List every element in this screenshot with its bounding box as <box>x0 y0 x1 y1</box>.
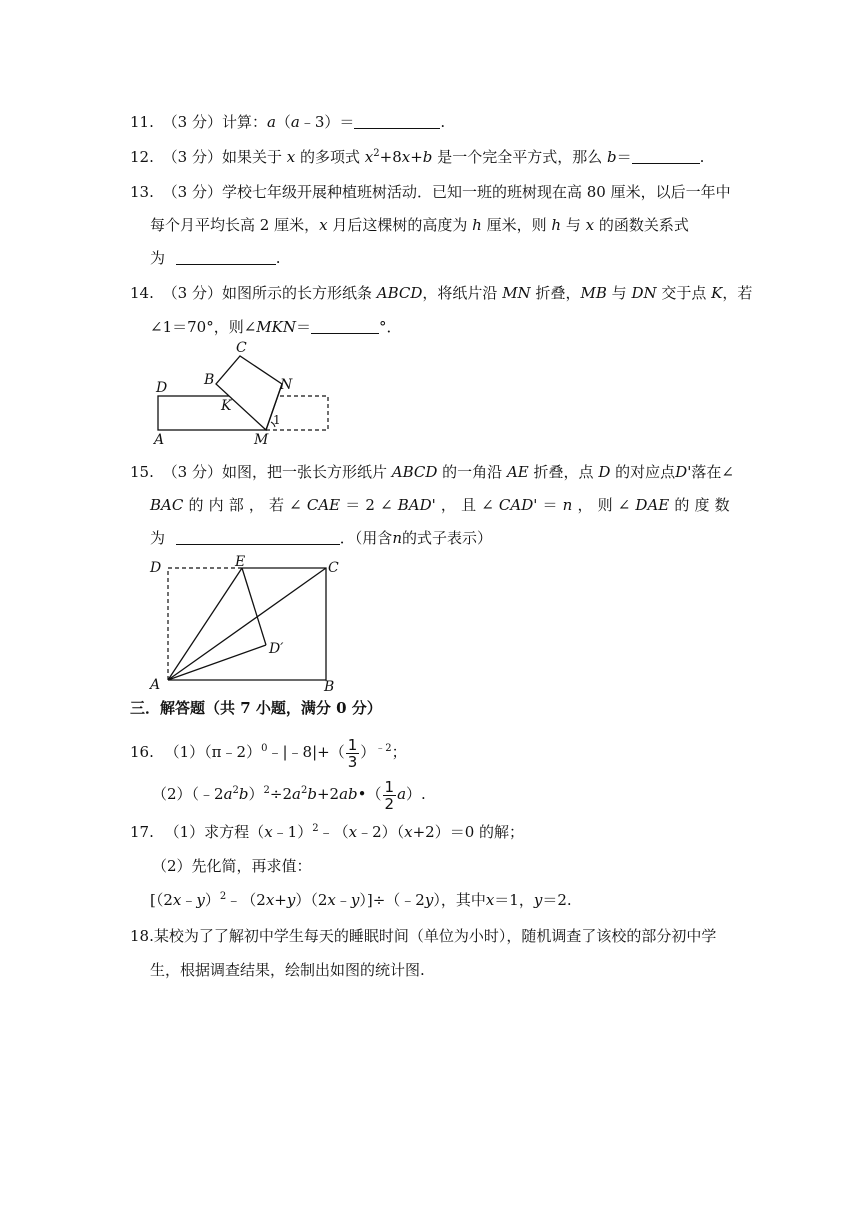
question-text: 度 <box>694 496 710 514</box>
exponent: 2 <box>219 891 227 902</box>
question-text: 是一个完全平方式，那么 <box>437 148 603 166</box>
question-text: （3 分）如图所示的长方形纸条 <box>162 284 372 302</box>
var-x: x <box>264 823 273 841</box>
question-text: 月后这棵树的高度为 <box>332 216 468 234</box>
question-14-line1 <box>130 283 752 303</box>
expression: ＝2. <box>542 891 572 909</box>
question-text: ﹣3）＝ <box>299 113 355 131</box>
question-text: ∠1＝70°，则∠ <box>150 318 257 336</box>
question-text: 每个月平均长高 2 厘米， <box>150 216 320 234</box>
var-a: a <box>397 785 407 803</box>
equals: ＝ <box>616 148 632 166</box>
var-y: y <box>196 891 205 909</box>
label-cad-prime: CAD' <box>498 496 538 514</box>
question-number: 11. <box>130 113 154 131</box>
equals: ＝ <box>295 318 311 336</box>
denominator: 2 <box>384 794 395 813</box>
answer-blank <box>311 319 379 334</box>
numerator: 1 <box>347 735 358 754</box>
question-number: 16. <box>130 743 154 761</box>
question-16-part2 <box>152 777 426 812</box>
question-14-line2 <box>150 317 402 337</box>
segment-ad-prime <box>168 645 266 680</box>
label-mkn: MKN <box>256 318 296 336</box>
denominator: 3 <box>347 752 358 771</box>
question-number: 18. <box>130 927 154 945</box>
question-text: （3 分）学校七年级开展种植班树活动．已知一班的班树现在高 80 厘米，以后一年中 <box>162 183 731 201</box>
var-x: x <box>286 148 296 166</box>
var-x: x <box>319 216 328 234</box>
label-ae: AE <box>506 463 529 481</box>
expression: ） <box>204 891 220 909</box>
question-text: ．（用含 <box>339 529 393 547</box>
var-x: x <box>327 891 336 909</box>
label-bad-prime: BAD' <box>397 496 436 514</box>
var-n: n <box>562 496 573 514</box>
angle-symbol: ∠ <box>380 496 393 514</box>
var-n: n <box>392 529 402 547</box>
question-text: 的多项式 <box>299 148 360 166</box>
var-x: x <box>364 148 374 166</box>
label-dprime: D' <box>675 463 692 481</box>
var-b: b <box>238 785 249 803</box>
label-d-prime: D′ <box>269 641 284 657</box>
term: + <box>410 148 423 166</box>
label-c: C <box>328 560 339 576</box>
question-text: ，将纸片沿 <box>422 284 498 302</box>
section-heading: 三．解答题（共 7 小题，满分 0 分） <box>130 699 382 717</box>
var-ab: ab <box>339 785 358 803</box>
answer-blank <box>176 250 276 265</box>
question-text: 则 <box>597 496 613 514</box>
question-text: 数 <box>714 496 730 514</box>
question-text: 交于点 <box>661 284 707 302</box>
period: . <box>440 113 446 131</box>
question-text: （2）先化简，再求值： <box>152 857 312 875</box>
exponent: 2 <box>232 785 239 796</box>
question-text: 且 <box>461 496 477 514</box>
exponent: 2 <box>373 148 380 159</box>
question-text: 内 <box>208 496 224 514</box>
expression: ）（2 <box>295 891 328 909</box>
expression: + <box>274 891 287 909</box>
equals: ＝ <box>542 496 558 514</box>
var-x: x <box>172 891 182 909</box>
exponent: ﹣2 <box>375 743 392 754</box>
exponent: 0 <box>261 743 268 754</box>
label-m: M <box>254 432 269 448</box>
expression: ； <box>391 743 407 761</box>
var-b: b <box>422 148 433 166</box>
expression: （1）求方程（ <box>164 823 265 841</box>
question-18-line1 <box>130 926 716 946</box>
period: . <box>275 249 281 267</box>
expression: ﹣ <box>181 891 197 909</box>
question-text: 若 <box>269 496 285 514</box>
label-k: K <box>711 284 723 302</box>
label-dn: DN <box>631 284 657 302</box>
question-text: 折叠， <box>535 284 581 302</box>
expression: •（ <box>357 785 382 803</box>
term: +8 <box>379 148 402 166</box>
question-text: °． <box>379 318 402 336</box>
question-number: 14. <box>130 284 154 302</box>
var-a: a <box>266 113 276 131</box>
question-12 <box>130 147 704 167</box>
expression: ﹣2）（ <box>357 823 405 841</box>
angle-symbol: ∠ <box>289 496 302 514</box>
expression: ）. <box>406 785 426 803</box>
question-text: 的对应点 <box>615 463 676 481</box>
label-mb: MB <box>580 284 607 302</box>
label-b: B <box>324 679 335 695</box>
answer-blank <box>354 114 440 129</box>
paren: （ <box>275 113 291 131</box>
question-15-line1 <box>130 462 734 482</box>
fraction-one-third <box>346 737 360 770</box>
expression: ﹣1） <box>272 823 313 841</box>
fold-line-ae <box>168 568 242 680</box>
question-text: 为 <box>150 249 166 267</box>
question-number: 15. <box>130 463 154 481</box>
var-y: y <box>350 891 360 909</box>
question-number: 13. <box>130 183 154 201</box>
period: . <box>699 148 705 166</box>
question-15-line2 <box>150 495 730 515</box>
question-text: 的函数关系式 <box>598 216 689 234</box>
angle-symbol: ∠ <box>617 496 631 514</box>
segment-ed-prime <box>242 568 266 645</box>
expression: ）]÷（﹣2 <box>359 891 425 909</box>
question-text: 厘米，则 <box>486 216 547 234</box>
label-n: N <box>280 377 293 393</box>
angle-symbol: ∠ <box>481 496 494 514</box>
question-text: 生，根据调查结果，绘制出如图的统计图. <box>150 961 425 979</box>
question-16-part1 <box>130 735 407 770</box>
var-x: x <box>485 891 495 909</box>
q15-figure <box>146 555 346 695</box>
label-abcd: ABCD <box>391 463 438 481</box>
var-x: x <box>404 823 413 841</box>
label-bac: BAC <box>150 496 184 514</box>
label-b: B <box>204 372 215 388</box>
var-x: x <box>585 216 595 234</box>
var-a: a <box>290 113 300 131</box>
label-c: C <box>236 340 247 356</box>
exponent: 2 <box>312 823 319 834</box>
question-17-part3 <box>150 890 572 910</box>
fraction-one-half <box>383 779 397 812</box>
question-text: （3 分）如果关于 <box>162 148 282 166</box>
var-b: b <box>606 148 617 166</box>
var-h: h <box>472 216 482 234</box>
question-text: 某校为了了解初中学生每天的睡眠时间（单位为小时），随机调查了该校的部分初中学 <box>153 927 717 945</box>
numerator: 1 <box>384 777 395 796</box>
question-text: 的 <box>188 496 204 514</box>
expression: （2）（﹣2 <box>152 785 224 803</box>
question-text: 的 <box>674 496 690 514</box>
var-y: y <box>424 891 434 909</box>
label-a: A <box>154 432 165 448</box>
expression: （1）（π﹣2） <box>164 743 262 761</box>
label-d: D <box>598 463 611 481</box>
question-number: 12. <box>130 148 154 166</box>
label-e: E <box>235 555 246 570</box>
var-a: a <box>292 785 301 803</box>
expression: ÷2 <box>269 785 293 803</box>
var-y: y <box>286 891 296 909</box>
exponent: 2 <box>301 785 308 796</box>
var-x: x <box>348 823 358 841</box>
expression: ﹣ <box>335 891 351 909</box>
question-text: ，若 <box>722 284 753 302</box>
question-text: ， <box>248 496 264 514</box>
question-text: ， <box>577 496 593 514</box>
expression: ＝1， <box>494 891 534 909</box>
expression: ） <box>360 743 376 761</box>
expression: ﹣（ <box>318 823 349 841</box>
question-13-line1 <box>130 182 731 202</box>
question-text: 与 <box>565 216 581 234</box>
exponent: 2 <box>263 785 270 796</box>
question-number: 17. <box>130 823 154 841</box>
label-dae: DAE <box>635 496 670 514</box>
var-h: h <box>551 216 562 234</box>
label-d: D <box>156 380 168 396</box>
question-13-line2 <box>150 215 689 235</box>
question-text: （3 分）如图，把一张长方形纸片 <box>162 463 387 481</box>
var-b: b <box>307 785 317 803</box>
question-text: 落在∠ <box>691 463 734 481</box>
expression: ） <box>248 785 264 803</box>
question-text: 与 <box>611 284 627 302</box>
expression: [（2 <box>150 891 173 909</box>
question-11 <box>130 112 445 132</box>
expression: +2 <box>316 785 340 803</box>
question-text: （3 分）计算： <box>162 113 267 131</box>
question-text: 的式子表示） <box>401 529 492 547</box>
equals: ＝ <box>345 496 361 514</box>
question-17-part1 <box>130 822 524 842</box>
answer-blank <box>632 149 700 164</box>
question-text: ， <box>440 496 456 514</box>
label-a: A <box>150 677 161 693</box>
label-mn: MN <box>502 284 531 302</box>
question-text: 折叠，点 <box>533 463 594 481</box>
var-y: y <box>533 891 543 909</box>
question-text: 部 <box>228 496 244 514</box>
question-18-line2 <box>150 960 425 980</box>
expression: ﹣|﹣8|+（ <box>267 743 345 761</box>
question-17-part2 <box>152 856 312 876</box>
expression: ），其中 <box>433 891 486 909</box>
question-13-line3 <box>150 248 281 268</box>
number: 2 <box>365 496 375 514</box>
var-a: a <box>223 785 233 803</box>
label-d: D <box>150 560 162 576</box>
expression: ﹣（2 <box>226 891 266 909</box>
question-text: 的一角沿 <box>442 463 503 481</box>
q14-figure <box>148 340 338 448</box>
label-1: 1 <box>273 413 281 427</box>
label-cae: CAE <box>306 496 341 514</box>
answer-blank <box>176 530 340 545</box>
expression: +2）＝0 的解； <box>412 823 525 841</box>
var-x: x <box>401 148 411 166</box>
label-k: K <box>221 398 232 414</box>
var-x: x <box>265 891 275 909</box>
question-15-line3 <box>150 528 492 548</box>
label-abcd: ABCD <box>376 284 423 302</box>
question-text: 为 <box>150 529 166 547</box>
